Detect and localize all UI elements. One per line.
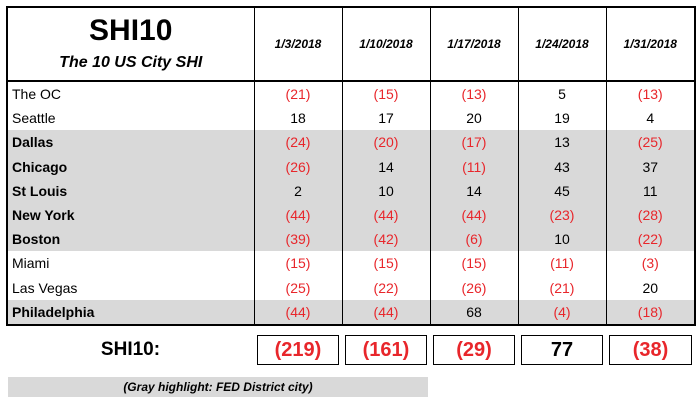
total-value: (29) (433, 335, 515, 365)
title-cell (7, 7, 254, 81)
totals-row (7, 325, 695, 374)
legend-note: (Gray highlight: FED District city) (8, 377, 428, 397)
value-cell: 14 (342, 155, 430, 179)
value-cell: (6) (430, 227, 518, 251)
value-cell: 2 (254, 179, 342, 203)
value-cell: (25) (254, 276, 342, 300)
city-name: Miami (7, 251, 254, 275)
value-cell: (25) (606, 130, 695, 154)
value-cell: (3) (606, 251, 695, 275)
value-cell: 68 (430, 300, 518, 325)
total-value: (161) (345, 335, 427, 365)
value-cell: (44) (342, 300, 430, 325)
value-cell: (39) (254, 227, 342, 251)
value-cell: (11) (430, 155, 518, 179)
table-row (7, 81, 695, 106)
value-cell: 19 (518, 106, 606, 130)
value-cell: 43 (518, 155, 606, 179)
table-row (7, 155, 695, 179)
total-value: (38) (609, 335, 692, 365)
value-cell: (18) (606, 300, 695, 325)
value-cell: 13 (518, 130, 606, 154)
date-header: 1/3/2018 (254, 7, 342, 81)
total-value: 77 (521, 335, 603, 365)
value-cell: 14 (430, 179, 518, 203)
city-name: Philadelphia (7, 300, 254, 325)
table-row (7, 276, 695, 300)
value-cell: 5 (518, 81, 606, 106)
value-cell: (28) (606, 203, 695, 227)
table-row (7, 130, 695, 154)
value-cell: 20 (606, 276, 695, 300)
value-cell: (20) (342, 130, 430, 154)
date-header: 1/24/2018 (518, 7, 606, 81)
date-header: 1/10/2018 (342, 7, 430, 81)
value-cell: (24) (254, 130, 342, 154)
value-cell: (22) (606, 227, 695, 251)
table-title: SHI10 (89, 14, 173, 47)
value-cell: (42) (342, 227, 430, 251)
shi10-table (6, 6, 696, 374)
table-subtitle: The 10 US City SHI (59, 54, 203, 71)
value-cell: (4) (518, 300, 606, 325)
table-row (7, 203, 695, 227)
value-cell: (23) (518, 203, 606, 227)
value-cell: (22) (342, 276, 430, 300)
table-row (7, 179, 695, 203)
table-row (7, 106, 695, 130)
date-header: 1/17/2018 (430, 7, 518, 81)
city-name: Chicago (7, 155, 254, 179)
date-header: 1/31/2018 (606, 7, 695, 81)
value-cell: (44) (342, 203, 430, 227)
value-cell: (15) (342, 251, 430, 275)
value-cell: (11) (518, 251, 606, 275)
city-name: Boston (7, 227, 254, 251)
value-cell: 45 (518, 179, 606, 203)
city-name: New York (7, 203, 254, 227)
totals-label: SHI10: (100, 338, 161, 360)
value-cell: (13) (606, 81, 695, 106)
value-cell: 4 (606, 106, 695, 130)
value-cell: (15) (342, 81, 430, 106)
value-cell: (44) (254, 203, 342, 227)
value-cell: 10 (342, 179, 430, 203)
value-cell: (13) (430, 81, 518, 106)
value-cell: 11 (606, 179, 695, 203)
value-cell: (44) (430, 203, 518, 227)
value-cell: (17) (430, 130, 518, 154)
city-name: Las Vegas (7, 276, 254, 300)
value-cell: (44) (254, 300, 342, 325)
table-row (7, 251, 695, 275)
city-name: The OC (7, 81, 254, 106)
value-cell: 18 (254, 106, 342, 130)
value-cell: 17 (342, 106, 430, 130)
value-cell: (15) (430, 251, 518, 275)
city-name: St Louis (7, 179, 254, 203)
value-cell: (26) (254, 155, 342, 179)
value-cell: 37 (606, 155, 695, 179)
value-cell: (15) (254, 251, 342, 275)
value-cell: (21) (254, 81, 342, 106)
value-cell: 20 (430, 106, 518, 130)
city-name: Seattle (7, 106, 254, 130)
value-cell: 10 (518, 227, 606, 251)
table-row (7, 300, 695, 325)
total-value: (219) (257, 335, 339, 365)
value-cell: (26) (430, 276, 518, 300)
table-row (7, 227, 695, 251)
header-row (7, 7, 695, 81)
city-name: Dallas (7, 130, 254, 154)
value-cell: (21) (518, 276, 606, 300)
